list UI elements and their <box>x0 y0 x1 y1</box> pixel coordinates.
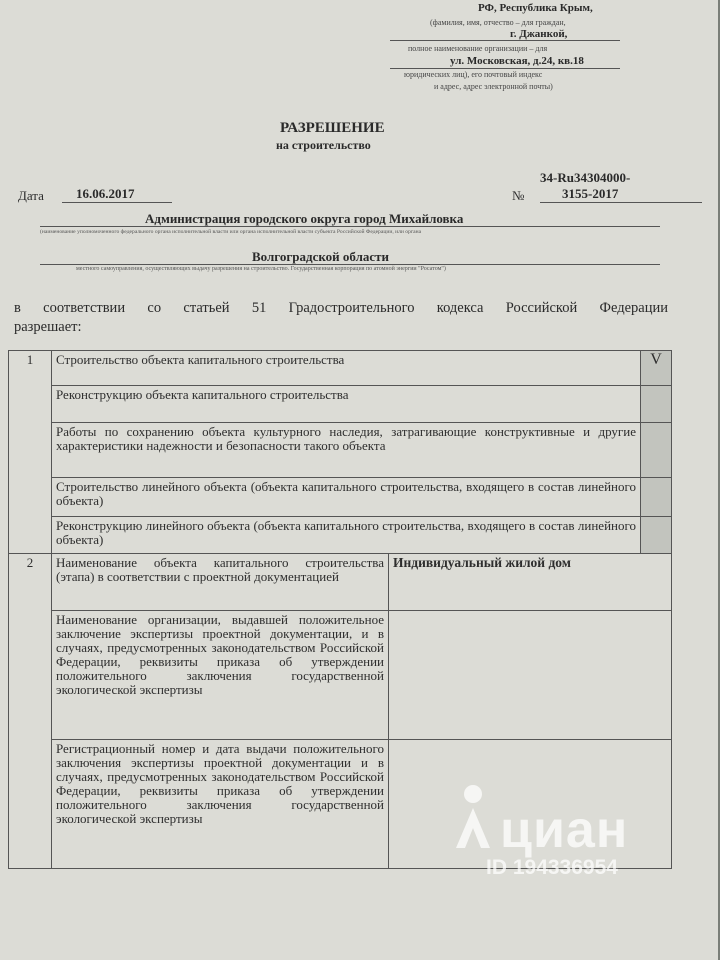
section-1-item-5: Реконструкцию линейного объекта (объекта капитального строительства, входящего в состав линейного объекта) <box>52 517 641 554</box>
checkbox-5[interactable] <box>641 517 672 554</box>
document-subtitle: на строительство <box>276 138 371 152</box>
section-2-number: 2 <box>9 554 52 869</box>
addressee-caption-2: полное наименование организации – для <box>408 44 548 53</box>
watermark-id: ID 194336954 <box>486 856 618 879</box>
permit-table <box>8 350 672 869</box>
section-2-label-3: Регистрационный номер и дата выдачи положительного заключения экспертизы проектной документации и в случаях, предусмотренных законодательством Российской Федерации, реквизиты приказа об утверждении положительного заключения государственной экологической экспертизы <box>52 740 389 869</box>
cian-watermark <box>452 782 494 857</box>
table-row <box>9 386 672 423</box>
checkbox-1[interactable]: V <box>641 351 672 386</box>
document-title: РАЗРЕШЕНИЕ <box>280 120 385 136</box>
addressee-caption-3: юридических лиц), его почтовый индекс <box>404 70 543 79</box>
number-label: № <box>512 188 525 203</box>
section-1-item-1: Строительство объекта капитального строительства <box>52 351 641 386</box>
table-row <box>9 351 672 386</box>
authority-region: Волгоградской области <box>252 249 390 264</box>
expert-org-value <box>389 611 672 740</box>
addressee-caption-1: (фамилия, имя, отчество – для граждан, <box>430 18 566 27</box>
authority-rule-1 <box>40 226 660 227</box>
section-1-item-3: Работы по сохранению объекта культурного наследия, затрагивающие конструктивные и другие характеристики надежности и безопасности такого объекта <box>52 423 641 478</box>
section-2-label-1: Наименование объекта капитального строительства (этапа) в соответствии с проектной документацией <box>52 554 389 611</box>
section-1-item-4: Строительство линейного объекта (объекта капитального строительства, входящего в состав линейного объекта) <box>52 478 641 517</box>
date-label: Дата <box>18 188 44 203</box>
section-2-label-2: Наименование организации, выдавшей положительное заключение экспертизы проектной документации, и в случаях, предусмотренных законодательством Российской Федерации, реквизиты приказа об утверждении положительного заключения государственной экологической экспертизы <box>52 611 389 740</box>
table-row <box>9 611 672 740</box>
authority-caption-2: местного самоуправления, осуществляющих выдачу разрешения на строительство. Государственная корпорация по атомной энергии "Росатом") <box>76 266 446 272</box>
intro-text: в соответствии со статьей 51 Градостроительного кодекса Российской Федерации <box>14 300 668 316</box>
table-row <box>9 478 672 517</box>
object-name-value: Индивидуальный жилой дом <box>389 554 672 611</box>
checkbox-2[interactable] <box>641 386 672 423</box>
permit-number-line-2: 3155-2017 <box>540 186 702 203</box>
watermark-brand: циан <box>500 801 629 859</box>
addressee-line-3: ул. Московская, д.24, кв.18 <box>450 55 584 67</box>
section-1-item-2: Реконструкцию объекта капитального строительства <box>52 386 641 423</box>
addressee-line-2: г. Джанкой, <box>510 28 568 40</box>
person-icon <box>452 782 494 852</box>
addressee-rule-1 <box>390 40 620 41</box>
table-row <box>9 423 672 478</box>
intro-permits: разрешает: <box>14 319 82 335</box>
table-row <box>9 517 672 554</box>
addressee-caption-4: и адрес, адрес электронной почты) <box>434 82 553 91</box>
addressee-line-1: РФ, Республика Крым, <box>478 2 593 14</box>
section-1-number: 1 <box>9 351 52 554</box>
checkbox-3[interactable] <box>641 423 672 478</box>
authority-caption-1: (наименование уполномоченного федерального органа исполнительной власти или органа исполнительной власти субъекта Российской Федерации, или органа <box>40 229 422 235</box>
addressee-rule-2 <box>390 68 620 69</box>
checkbox-4[interactable] <box>641 478 672 517</box>
authority-name: Администрация городского округа город Михайловка <box>145 211 464 226</box>
permit-number-line-1: 34-Ru34304000- <box>540 170 631 185</box>
authority-rule-2 <box>40 264 660 265</box>
table-row <box>9 554 672 611</box>
date-value: 16.06.2017 <box>62 186 172 203</box>
